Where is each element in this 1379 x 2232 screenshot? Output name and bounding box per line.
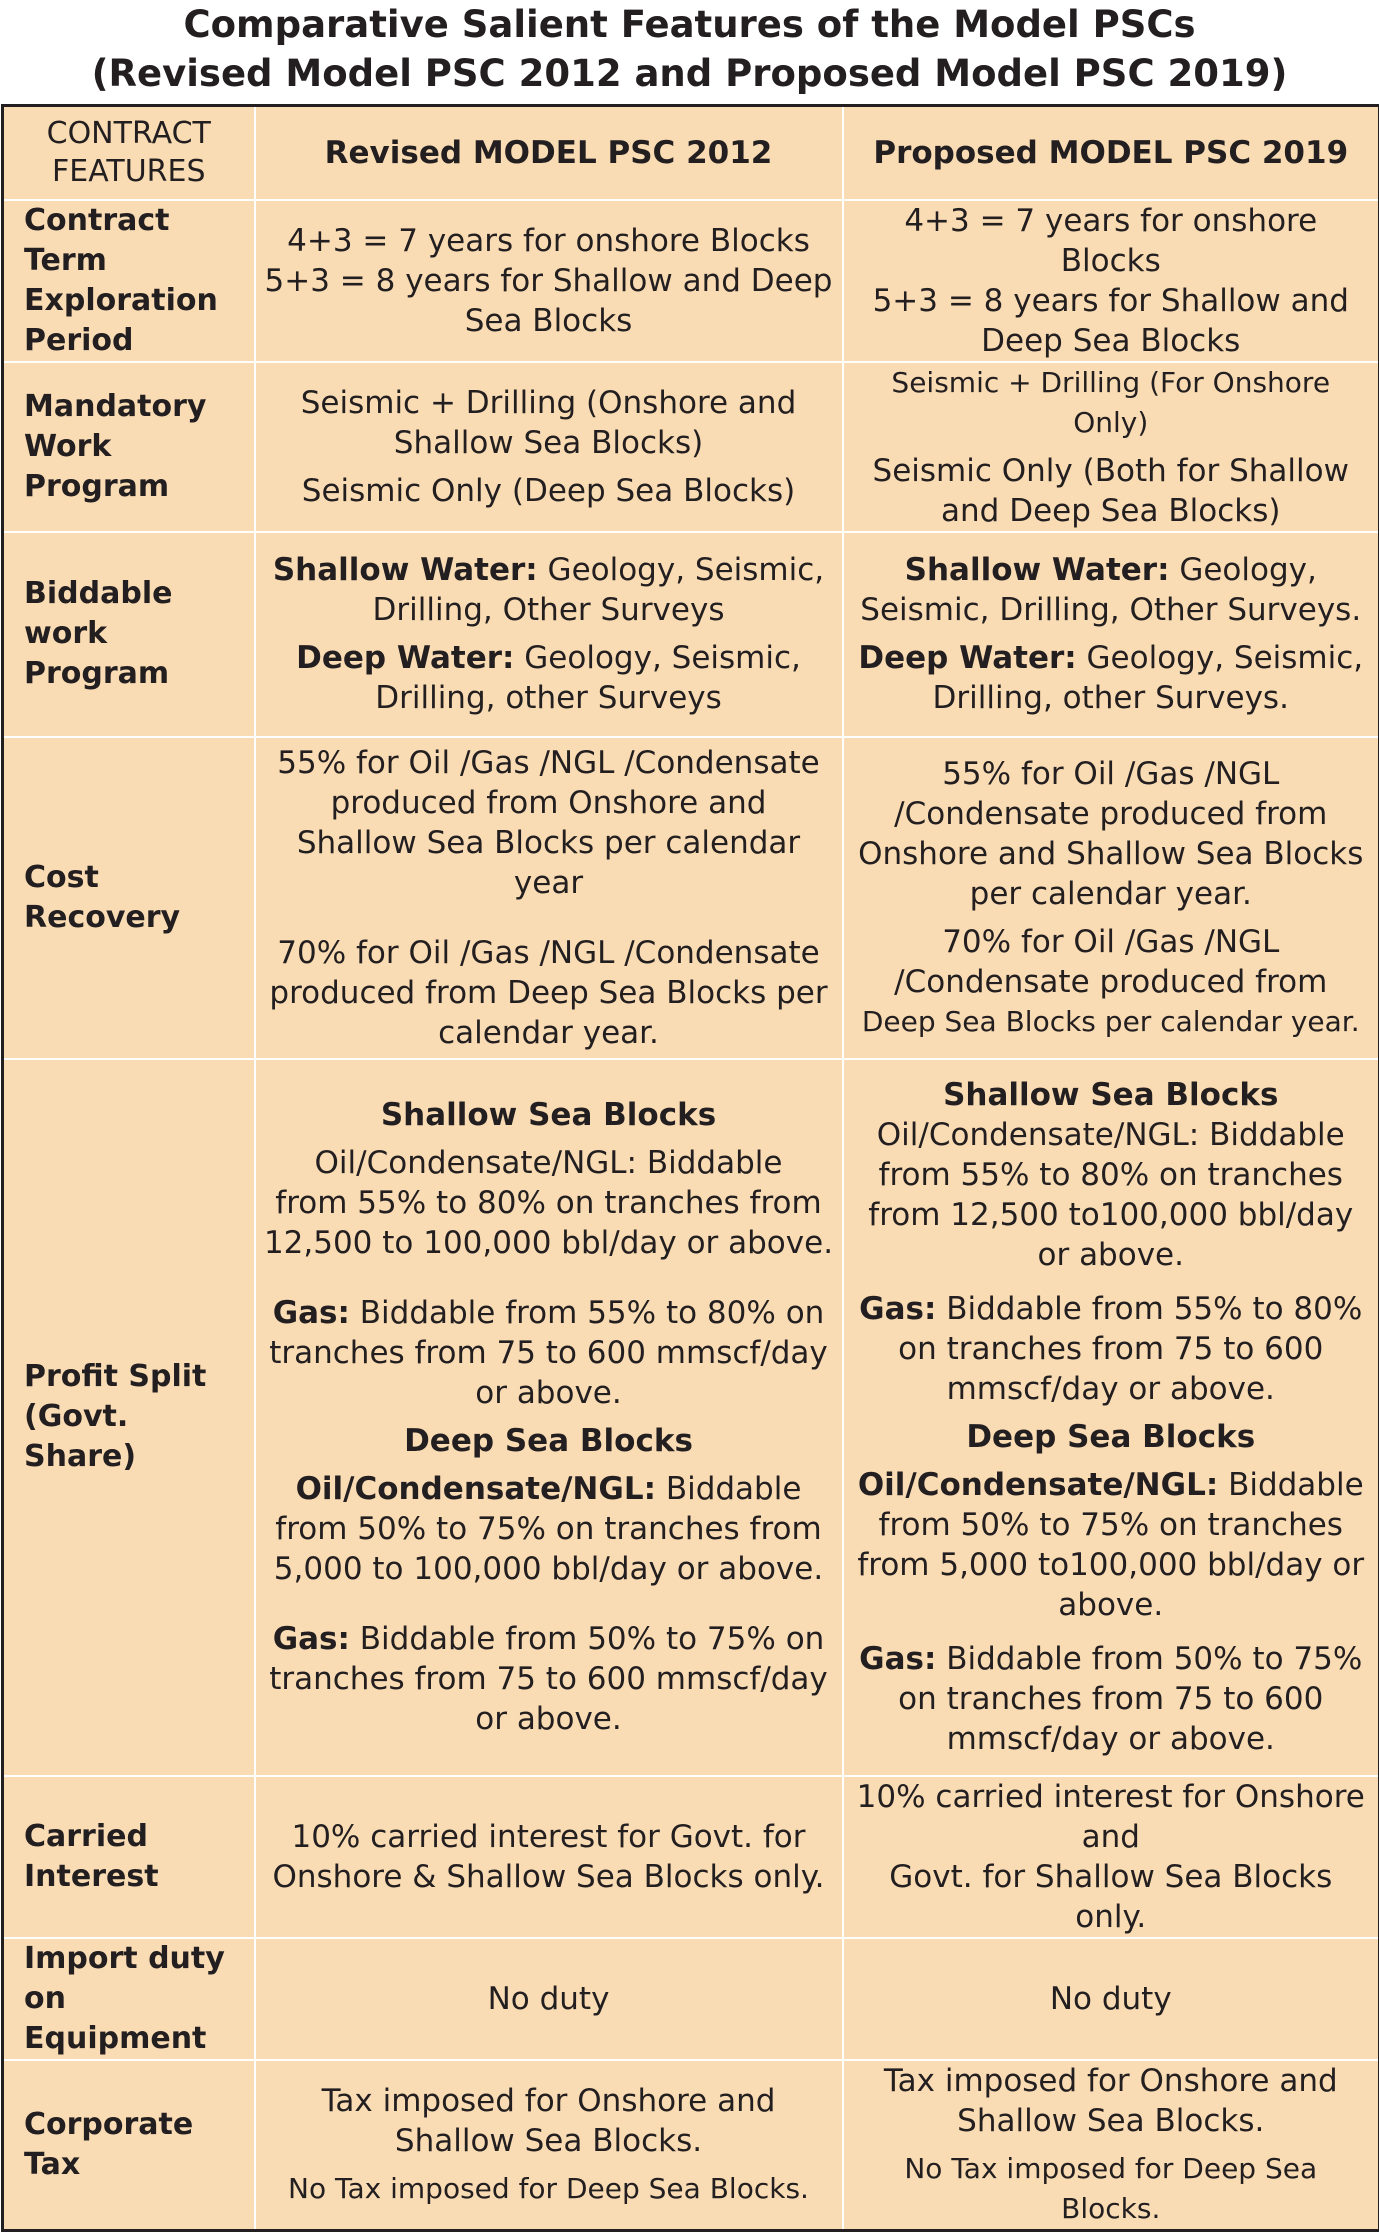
cell-line: /Condensate produced from (852, 962, 1371, 1002)
cell-line: Seismic Only (Deep Sea Blocks) (264, 471, 834, 511)
cell-line: 5+3 = 8 years for Shallow and (852, 281, 1371, 321)
feature-line: Program (24, 467, 246, 507)
cell-line: Oil/Condensate/NGL: Biddable (264, 1143, 834, 1183)
header-psc-2019: Proposed MODEL PSC 2019 (843, 106, 1379, 200)
cell-line: Tax imposed for Onshore and (852, 2061, 1371, 2101)
table-row (3, 2060, 1379, 2231)
feature-line: Exploration (24, 281, 246, 321)
feature-biddable-work (3, 532, 255, 737)
cell-line: No Tax imposed for Deep Sea Blocks. (264, 2169, 834, 2209)
mandatory-work-2019 (843, 362, 1379, 532)
cell-line: Drilling, other Surveys. (852, 678, 1371, 718)
carried-interest-2019 (843, 1776, 1379, 1938)
cell-text: Biddable (656, 1471, 801, 1507)
profit-split-2012 (255, 1059, 843, 1776)
table-row (3, 200, 1379, 362)
feature-line: Mandatory (24, 387, 246, 427)
biddable-work-2012 (255, 532, 843, 737)
biddable-work-2019 (843, 532, 1379, 737)
cell-line: Onshore and Shallow Sea Blocks (852, 834, 1371, 874)
cell-line: 5,000 to 100,000 bbl/day or above. (264, 1549, 834, 1589)
table-row (3, 737, 1379, 1059)
cell-line: Deep Sea Blocks per calendar year. (852, 1002, 1371, 1042)
cell-line: produced from Onshore and (264, 783, 834, 823)
cell-line (852, 1639, 1371, 1679)
heading-shallow-sea: Shallow Sea Blocks (264, 1095, 834, 1135)
cell-line: Seismic + Drilling (Onshore and (264, 383, 834, 423)
cell-line (852, 550, 1371, 590)
cell-text: Biddable (1218, 1467, 1363, 1503)
label-shallow-water: Shallow Water: (273, 552, 538, 588)
label-gas: Gas: (859, 1291, 936, 1327)
feature-line: Program (24, 654, 246, 694)
feature-line: Recovery (24, 898, 246, 938)
cell-line: 70% for Oil /Gas /NGL /Condensate (264, 933, 834, 973)
cell-text: Geology, Seismic, (538, 552, 824, 588)
feature-line: Profit Split (24, 1357, 246, 1397)
feature-carried-interest (3, 1776, 255, 1938)
feature-line: Period (24, 321, 246, 361)
cell-text: Biddable from 50% to 75% on (350, 1621, 824, 1657)
cell-line: or above. (264, 1373, 834, 1413)
feature-line: Work (24, 427, 246, 467)
heading-deep-sea: Deep Sea Blocks (264, 1421, 834, 1461)
cell-line: Govt. for Shallow Sea Blocks only. (852, 1857, 1371, 1937)
table-row (3, 1776, 1379, 1938)
cell-line: per calendar year. (852, 874, 1371, 914)
cell-line: 10% carried interest for Onshore and (852, 1777, 1371, 1857)
cell-line: /Condensate produced from (852, 794, 1371, 834)
label-oil: Oil/Condensate/NGL: (858, 1467, 1218, 1503)
cell-text: Geology, (1169, 552, 1316, 588)
feature-line: Biddable (24, 574, 246, 614)
feature-import-duty (3, 1938, 255, 2060)
table-row (3, 1059, 1379, 1776)
label-deep-water: Deep Water: (858, 640, 1076, 676)
cost-recovery-2012 (255, 737, 843, 1059)
mandatory-work-2012 (255, 362, 843, 532)
feature-line: (Govt. (24, 1397, 246, 1437)
label-gas: Gas: (273, 1295, 350, 1331)
cell-line: or above. (264, 1699, 834, 1739)
heading-deep-sea: Deep Sea Blocks (852, 1417, 1371, 1457)
cell-line: Shallow Sea Blocks. (264, 2121, 834, 2161)
feature-line: Tax (24, 2145, 246, 2185)
feature-line: Interest (24, 1857, 246, 1897)
feature-mandatory-work (3, 362, 255, 532)
cell-line: 12,500 to 100,000 bbl/day or above. (264, 1223, 834, 1263)
cell-line: Tax imposed for Onshore and (264, 2081, 834, 2121)
cell-line: produced from Deep Sea Blocks per (264, 973, 834, 1013)
cell-line: calendar year. (264, 1013, 834, 1053)
cell-text: Biddable from 55% to 80% (936, 1291, 1362, 1327)
table-row (3, 532, 1379, 737)
cell-text: Biddable from 50% to 75% (936, 1641, 1362, 1677)
contract-term-2019 (843, 200, 1379, 362)
cell-line: from 12,500 to100,000 bbl/day (852, 1195, 1371, 1235)
cell-line: Sea Blocks (264, 301, 834, 341)
cell-line: 70% for Oil /Gas /NGL (852, 922, 1371, 962)
cell-line: Onshore & Shallow Sea Blocks only. (264, 1857, 834, 1897)
corporate-tax-2019 (843, 2060, 1379, 2231)
cell-line: above. (852, 1585, 1371, 1625)
cell-line: on tranches from 75 to 600 (852, 1679, 1371, 1719)
header-psc-2012: Revised MODEL PSC 2012 (255, 106, 843, 200)
cell-line: tranches from 75 to 600 mmscf/day (264, 1659, 834, 1699)
profit-split-2019 (843, 1059, 1379, 1776)
cell-line: Shallow Sea Blocks) (264, 423, 834, 463)
cell-line: from 55% to 80% on tranches from (264, 1183, 834, 1223)
feature-profit-split (3, 1059, 255, 1776)
title-line-2: (Revised Model PSC 2012 and Proposed Model PSC 2019) (0, 49, 1379, 98)
title-line-1: Comparative Salient Features of the Model PSCs (0, 0, 1379, 49)
heading-shallow-sea: Shallow Sea Blocks (852, 1075, 1371, 1115)
cell-line: tranches from 75 to 600 mmscf/day (264, 1333, 834, 1373)
header-line: CONTRACT (12, 115, 246, 153)
cell-line (264, 638, 834, 678)
cell-line: Shallow Sea Blocks per calendar year (264, 823, 834, 903)
cell-text: Geology, Seismic, (1077, 640, 1363, 676)
carried-interest-2012 (255, 1776, 843, 1938)
import-duty-2019: No duty (843, 1938, 1379, 2060)
cost-recovery-2019 (843, 737, 1379, 1059)
cell-line: 10% carried interest for Govt. for (264, 1817, 834, 1857)
cell-line: Oil/Condensate/NGL: Biddable (852, 1115, 1371, 1155)
label-shallow-water: Shallow Water: (905, 552, 1170, 588)
cell-line: mmscf/day or above. (852, 1719, 1371, 1759)
header-contract-features (3, 106, 255, 200)
cell-line: from 50% to 75% on tranches (852, 1505, 1371, 1545)
corporate-tax-2012 (255, 2060, 843, 2231)
cell-text: Geology, Seismic, (514, 640, 800, 676)
feature-line: work (24, 614, 246, 654)
feature-contract-term (3, 200, 255, 362)
label-gas: Gas: (273, 1621, 350, 1657)
cell-line (264, 550, 834, 590)
cell-line: and Deep Sea Blocks) (852, 491, 1371, 531)
feature-cost-recovery (3, 737, 255, 1059)
cell-text: Biddable from 55% to 80% on (350, 1295, 824, 1331)
feature-line: Cost (24, 858, 246, 898)
cell-line (852, 1289, 1371, 1329)
cell-line: or above. (852, 1235, 1371, 1275)
cell-line: Seismic Only (Both for Shallow (852, 451, 1371, 491)
cell-line: from 50% to 75% on tranches from (264, 1509, 834, 1549)
cell-line (852, 1465, 1371, 1505)
cell-line (264, 1469, 834, 1509)
cell-line: 55% for Oil /Gas /NGL /Condensate (264, 743, 834, 783)
cell-line: 5+3 = 8 years for Shallow and Deep (264, 261, 834, 301)
cell-line: No Tax imposed for Deep Sea Blocks. (852, 2149, 1371, 2229)
feature-line: on Equipment (24, 1979, 246, 2059)
import-duty-2012: No duty (255, 1938, 843, 2060)
cell-line (852, 638, 1371, 678)
cell-line: 55% for Oil /Gas /NGL (852, 754, 1371, 794)
cell-line: mmscf/day or above. (852, 1369, 1371, 1409)
feature-corporate-tax (3, 2060, 255, 2231)
page-title (0, 0, 1379, 104)
feature-line: Share) (24, 1437, 246, 1477)
label-oil: Oil/Condensate/NGL: (296, 1471, 656, 1507)
table-row (3, 1938, 1379, 2060)
cell-line (264, 1619, 834, 1659)
cell-line: 4+3 = 7 years for onshore Blocks (852, 201, 1371, 281)
table-row (3, 362, 1379, 532)
cell-line: 4+3 = 7 years for onshore Blocks (264, 221, 834, 261)
cell-line: Seismic, Drilling, Other Surveys. (852, 590, 1371, 630)
cell-line: Shallow Sea Blocks. (852, 2101, 1371, 2141)
feature-line: Import duty (24, 1939, 246, 1979)
cell-line: Seismic + Drilling (For Onshore Only) (852, 363, 1371, 443)
cell-line: on tranches from 75 to 600 (852, 1329, 1371, 1369)
comparison-table (1, 104, 1379, 2232)
cell-line: from 5,000 to100,000 bbl/day or (852, 1545, 1371, 1585)
cell-line (264, 1293, 834, 1333)
cell-line: Drilling, other Surveys (264, 678, 834, 718)
label-gas: Gas: (859, 1641, 936, 1677)
contract-term-2012 (255, 200, 843, 362)
feature-line: Carried (24, 1817, 246, 1857)
label-deep-water: Deep Water: (296, 640, 514, 676)
feature-line: Contract Term (24, 201, 246, 281)
cell-line: Deep Sea Blocks (852, 321, 1371, 361)
header-line: FEATURES (12, 153, 246, 191)
cell-line: from 55% to 80% on tranches (852, 1155, 1371, 1195)
table-header-row (3, 106, 1379, 200)
feature-line: Corporate (24, 2105, 246, 2145)
cell-line: Drilling, Other Surveys (264, 590, 834, 630)
